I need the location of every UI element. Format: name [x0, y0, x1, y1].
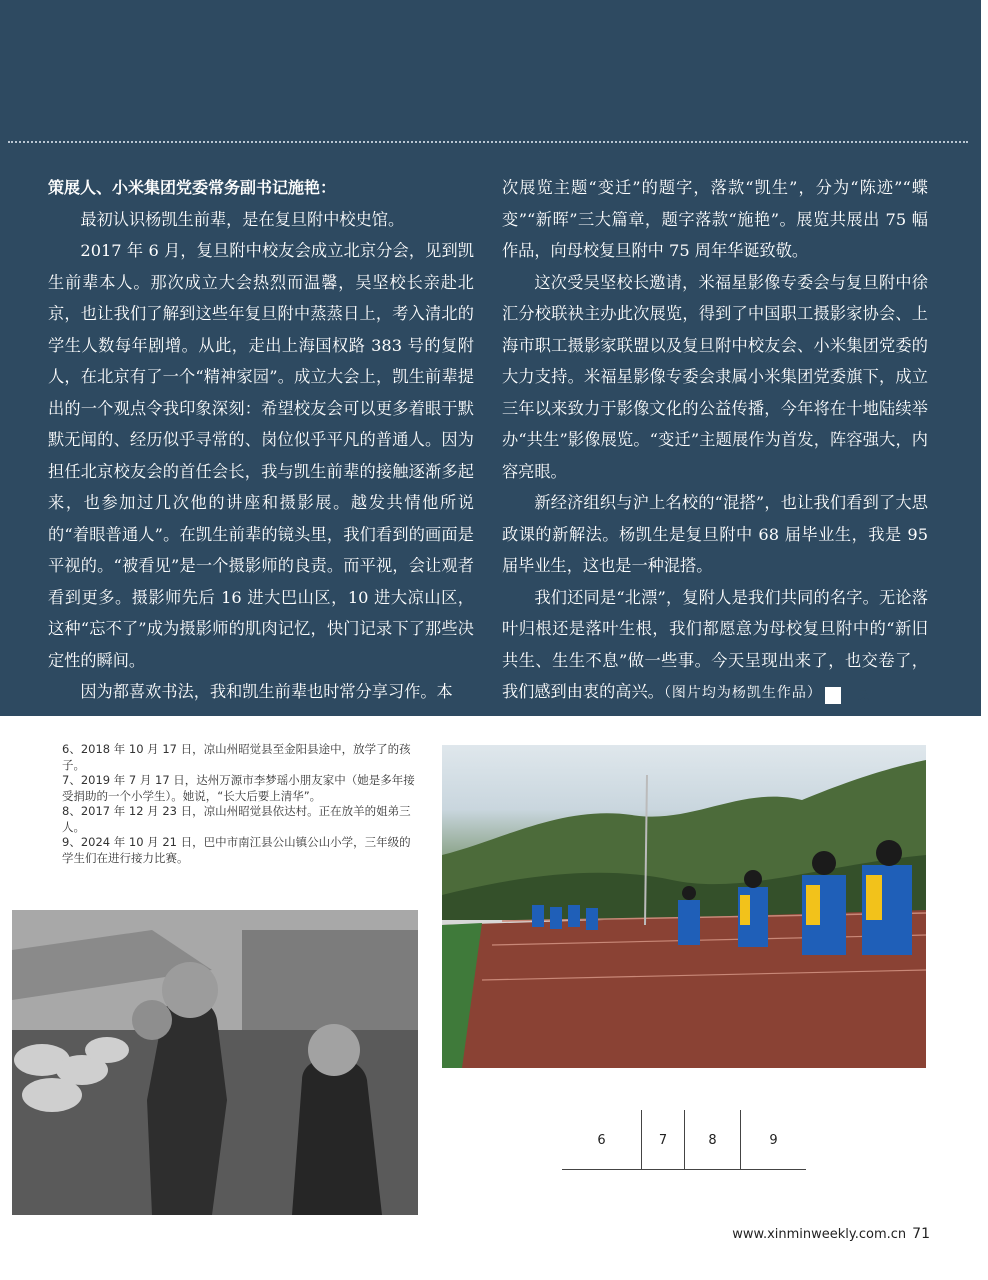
- photo-number-index: [562, 1110, 806, 1170]
- dotted-divider: [8, 141, 968, 143]
- caption-9: 9、2024 年 10 月 21 日，巴中市南江县公山镇公山小学，三年级的学生们在进行接力比赛。: [62, 835, 411, 865]
- paragraph-last-text: 我们还同是“北漂”，复附人是我们共同的名字。无论落叶归根还是落叶生根，我们都愿意为母校复旦附中的“新旧共生、生生不息”做一些事。今天呈现出来了，也交卷了，我们感到由衷的高兴。: [502, 587, 928, 701]
- shepherd-siblings-photo: [12, 910, 418, 1215]
- article-column-left: [48, 172, 474, 708]
- website-url: www.xinminweekly.com.cn: [732, 1227, 907, 1242]
- paragraph-last: [502, 582, 928, 710]
- speaker-lead: 策展人、小米集团党委常务副书记施艳：: [48, 178, 337, 197]
- relay-race-photo-art: [442, 745, 926, 1068]
- caption-7: 7、2019 年 7 月 17 日，达州万源市李梦瑶小朋友家中（她是多年接受捐助的一个小学生）。她说，“长大后要上清华”。: [62, 773, 415, 803]
- photo-number-7: 7: [658, 1133, 668, 1148]
- photo-captions: [62, 742, 422, 866]
- photo-credit: （图片均为杨凯生作品）: [663, 685, 822, 701]
- relay-race-photo: [442, 745, 926, 1068]
- photo-number-9: 9: [769, 1133, 778, 1148]
- caption-6: 6、2018 年 10 月 17 日，凉山州昭觉县至金阳县途中，放学了的孩子。: [62, 742, 411, 772]
- article-column-right: [502, 172, 928, 710]
- paragraph-continued: 次展览主题“变迁”的题字，落款“凯生”，分为“陈迹”“蝶变”“新晖”三大篇章，题字落款“施艳”。展览共展出 75 幅作品，向母校复旦附中 75 周年华诞致敬。: [502, 178, 928, 260]
- paragraph: 2017 年 6 月，复旦附中校友会成立北京分会，见到凯生前辈本人。那次成立大会热烈而温馨，吴坚校长亲赴北京，也让我们了解到这些年复旦附中蒸蒸日上，考入清北的学生人数每年剧增。从此，走出上海国权路 383 号的复附人，在北京有了一个“精神家园”。成立大会上，凯生前辈提出的一个观点令我印象深刻：希望校友会可以更多着眼于默默无闻的、经历似乎寻常的、岗位似乎平凡的普通人。因为担任北京校友会的首任会长，我与凯生前辈的接触逐渐多起来，也参加过几次他的讲座和摄影展。越发共情他所说的“着眼普通人”。在凯生前辈的镜头里，我们看到的画面是平视的。“被看见”是一个摄影师的良责。而平视，会让观者看到更多。摄影师先后 16 进大巴山区，10 进大凉山区，这种“忘不了”成为摄影师的肌肉记忆，快门记录下了那些决定性的瞬间。: [48, 241, 474, 670]
- shepherd-siblings-photo-art: [12, 910, 418, 1215]
- paragraph: 这次受吴坚校长邀请，米福星影像专委会与复旦附中徐汇分校联袂主办此次展览，得到了中国职工摄影家协会、上海市职工摄影家联盟以及复旦附中校友会、小米集团党委的大力支持。米福星影像专委会隶属小米集团党委旗下，成立三年以来致力于影像文化的公益传播，今年将在十地陆续举办“共生”影像展览。“变迁”主题展作为首发，阵容强大，内容亮眼。: [502, 272, 928, 481]
- page-footer: [732, 1226, 930, 1242]
- paragraph: 新经济组织与沪上名校的“混搭”，也让我们看到了大思政课的新解法。杨凯生是复旦附中 68 届毕业生，我是 95 届毕业生，这也是一种混搭。: [502, 493, 928, 575]
- paragraph: 最初认识杨凯生前辈，是在复旦附中校史馆。: [80, 209, 405, 229]
- photo-number-6: 6: [597, 1133, 606, 1148]
- photo-number-8: 8: [708, 1133, 717, 1148]
- end-mark-icon: 民: [825, 687, 841, 704]
- page-number: 71: [912, 1226, 930, 1242]
- caption-8: 8、2017 年 12 月 23 日，凉山州昭觉县依达村。正在放羊的姐弟三人。: [62, 804, 411, 834]
- paragraph: 因为都喜欢书法，我和凯生前辈也时常分享习作。本: [80, 682, 453, 701]
